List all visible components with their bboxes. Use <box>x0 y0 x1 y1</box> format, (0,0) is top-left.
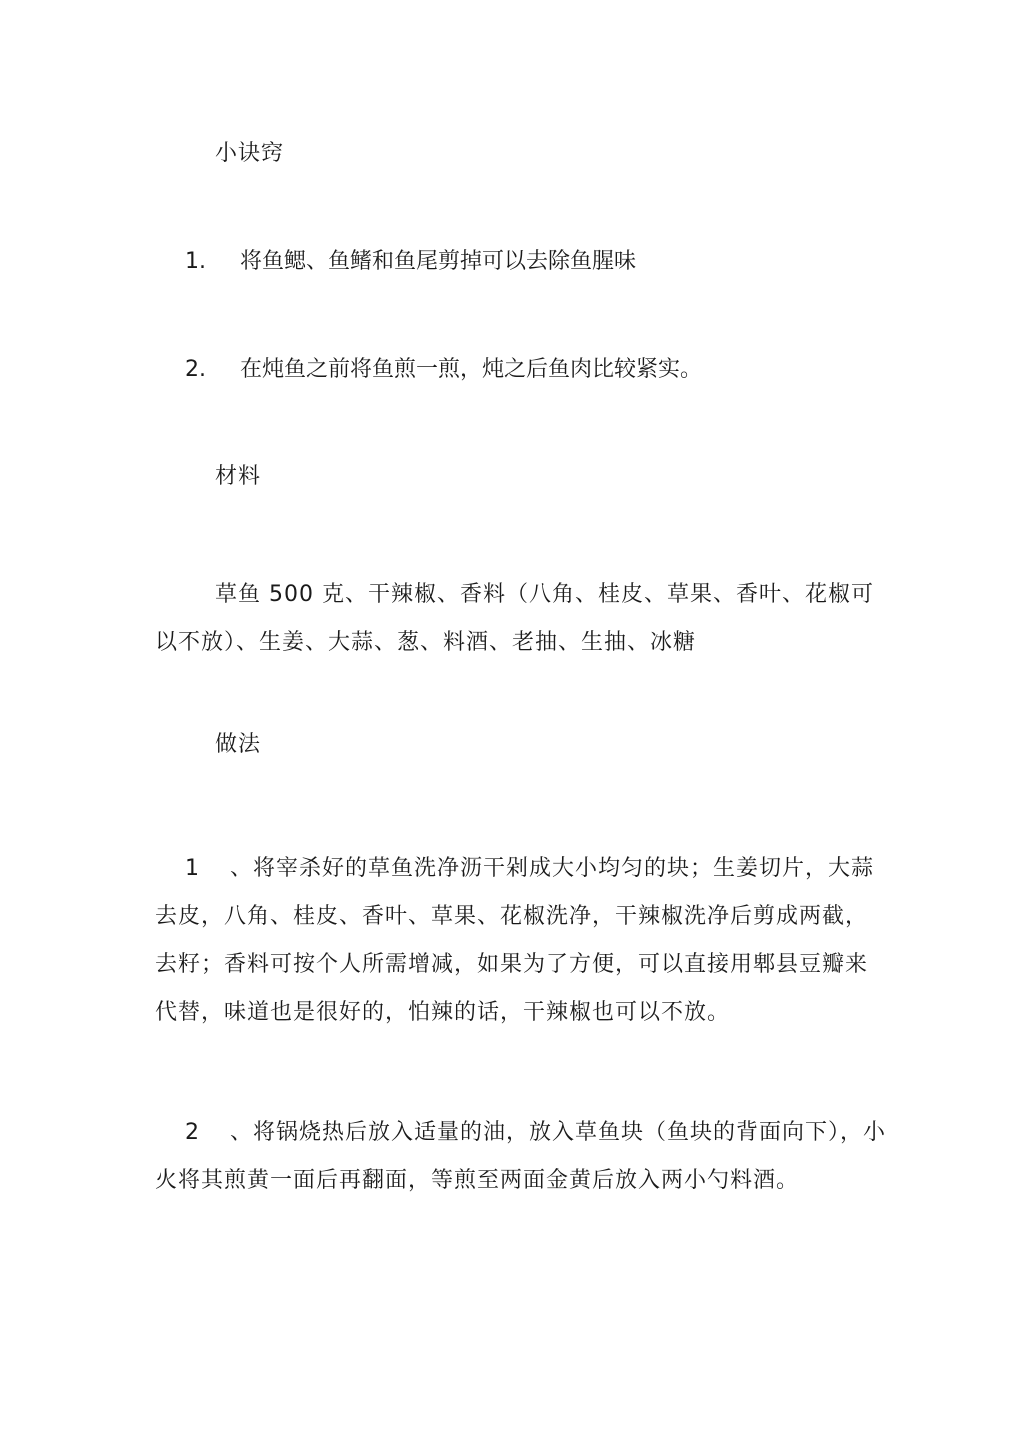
method-heading: 做法 <box>215 732 262 757</box>
step-number: 2 <box>185 1120 200 1145</box>
tip-number: 1. <box>185 249 206 274</box>
step-line: 去皮，八角、桂皮、香叶、草果、花椒洗净，干辣椒洗净后剪成两截， <box>155 904 869 929</box>
tip-text: 在炖鱼之前将鱼煎一煎，炖之后鱼肉比较紧实。 <box>240 357 703 382</box>
step-first-line <box>155 845 885 893</box>
tip-number: 2. <box>185 357 206 382</box>
step-line: 代替，味道也是很好的，怕辣的话，干辣椒也可以不放。 <box>155 1000 731 1025</box>
step-text: 、将锅烧热后放入适量的油，放入草鱼块（鱼块的背面向下），小 <box>230 1120 887 1145</box>
step-text: 、将宰杀好的草鱼洗净沥干剁成大小均匀的块；生姜切片，大蒜 <box>230 856 875 881</box>
method-step <box>155 1109 885 1205</box>
step-line: 火将其煎黄一面后再翻面，等煎至两面金黄后放入两小勺料酒。 <box>155 1168 800 1193</box>
step-number: 1 <box>185 856 200 881</box>
tip-text: 将鱼鳃、鱼鳍和鱼尾剪掉可以去除鱼腥味 <box>240 249 637 274</box>
step-line: 去籽；香料可按个人所需增减，如果为了方便，可以直接用郫县豆瓣来 <box>155 952 869 977</box>
step-first-line <box>155 1109 885 1157</box>
method-step <box>155 845 885 1037</box>
materials-line: 草鱼 500 克、干辣椒、香料（八角、桂皮、草果、香叶、花椒可 <box>215 582 874 607</box>
materials-line: 以不放）、生姜、大蒜、葱、料酒、老抽、生抽、冰糖 <box>155 630 697 655</box>
tips-heading: 小诀窍 <box>215 141 285 166</box>
materials-heading: 材料 <box>215 464 262 489</box>
tip-item <box>185 355 702 385</box>
tip-item <box>185 247 636 277</box>
materials-paragraph <box>155 571 875 667</box>
